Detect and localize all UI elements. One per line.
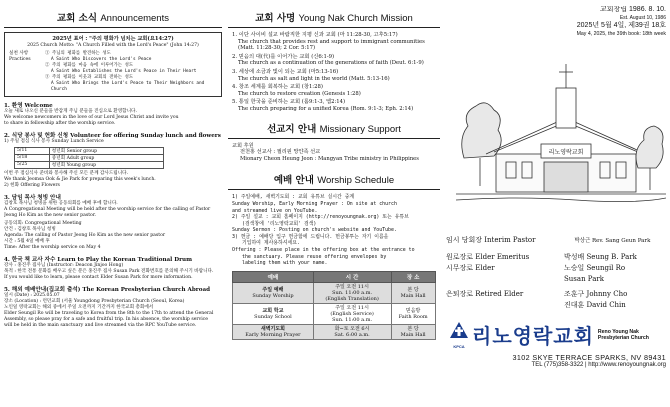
mission-list xyxy=(228,32,440,113)
welcome-heading: 1. 환영 Welcome xyxy=(4,102,53,109)
staff-name: 박성배 Seung B. Park xyxy=(564,252,637,261)
lunch-group: 청년회 Senior group xyxy=(49,147,163,154)
mission-en: The church as salt and light in the world (Matt. 5:13-16) xyxy=(238,75,390,82)
cover-column xyxy=(446,6,666,403)
cover-footer xyxy=(446,320,666,400)
service-time-kr: 화~토 오전 6시 xyxy=(334,325,370,332)
schedule-note: 1) 주일예배, 새벽기도회 : 교회 유튜브 실시간 중계 xyxy=(232,194,355,201)
flower-offering: 2) 헌화 Offering Flowers xyxy=(4,182,60,188)
practices-label: Practices xyxy=(9,56,31,62)
mission-en: The church that provides rest and support to immigrant communities (Matt. 11:28-30; 2 Cor. 5:17) xyxy=(238,38,425,52)
kpca-logo xyxy=(446,320,472,349)
mission-column xyxy=(228,6,440,403)
announcements-title xyxy=(4,6,222,28)
mission-title xyxy=(228,6,440,28)
abroad-location: 장소 (Location) : 런던교회 (서울 Youngdong Presbyterian Church (Seoul, Korea) xyxy=(4,298,185,304)
drum-heading: 4. 한국 책 교사 자수 Learn to Play the Korean Traditional Drum xyxy=(4,256,193,263)
table-row xyxy=(233,282,436,303)
schedule-note: (검색창에 '리노영락교회' 검색) xyxy=(242,220,317,227)
staff-row xyxy=(446,234,666,245)
church-address: 3102 SKYE TERRACE SPARKS, NV 89431 xyxy=(512,353,666,362)
church-building-illustration xyxy=(456,58,666,208)
schedule-note: the sanctuary. Please reuse offering envelopes by xyxy=(242,253,387,260)
table-row xyxy=(233,303,436,324)
staff-name: 박상근 Rev. Sang Geun Park xyxy=(574,237,651,244)
service-time-en: Sat. 6:00 a.m. xyxy=(334,331,370,338)
service-name-kr: 주일 예배 xyxy=(262,286,284,293)
staff-role: 원로장로 Elder Emeritus xyxy=(446,252,530,261)
mission-en: The church to restore creation (Genesis 1:28) xyxy=(238,90,361,97)
schedule-title xyxy=(228,168,440,190)
staff-name: 노승일 Seungil Ro xyxy=(564,263,626,272)
mission-kr: 1. 이단 사이비 설교 바람직한 지평 신과 교회 (마 11:28-30, 고후5:17) xyxy=(232,32,398,38)
service-place-en: Faith Room xyxy=(398,313,428,320)
church-name-en-line: Reno Young Nak xyxy=(597,328,639,335)
lunch-date: 5/25 xyxy=(15,161,50,168)
service-place-en: Main Hall xyxy=(400,331,426,338)
staff-row xyxy=(446,299,666,310)
schedule-note: 3) 헌금 : 예배당 입구 헌금함에 드립니다. 헌금봉투는 자기 이름을 xyxy=(232,233,389,240)
meeting-time-en: Time: After the worship service on May 4 xyxy=(4,244,101,250)
lunch-date: 5/18 xyxy=(15,154,50,161)
pastor-call-en: A Congregational Meeting will be held after the worship service for the calling of Pastor xyxy=(4,206,211,212)
abroad-text: will be held in the main sanctuary and live streamed via the RPC YouTube service. xyxy=(4,322,197,328)
meeting-label: 공동의회: Congregational Meeting xyxy=(4,220,82,226)
lunch-date: 5/11 xyxy=(15,147,50,154)
abroad-heading: 5. 해외 예배안내(집교회 출석) The Korean Presbyterian Church Abroad xyxy=(4,286,211,293)
practice-item: ① 주님의 평화를 발견하는 성도 xyxy=(45,50,111,56)
church-name-en-line: Presbyterian Church xyxy=(597,334,649,341)
practice-label: 실천 사항 xyxy=(9,50,29,56)
staff-row xyxy=(446,288,666,299)
column-header: 예배 xyxy=(233,271,313,282)
lunch-subheading: 1) 주일 점심 식사 봉사 Sunday Lunch Service xyxy=(4,138,104,144)
lunch-group: 청년회 Young group xyxy=(49,161,163,168)
mission-title-kr: 교회 사명 xyxy=(255,13,296,24)
staff-role: 은퇴장로 Retired Elder xyxy=(446,289,524,298)
staff-name: Susan Park xyxy=(564,274,604,283)
table-header-row xyxy=(233,271,436,282)
schedule-note: and streamed live on YouTube. xyxy=(232,207,318,214)
schedule-note: labeling them with your name. xyxy=(242,260,328,267)
staff-row xyxy=(446,262,666,273)
practice-item: ③ 주의 평화를 이웃과 교회의 전하는 성도 xyxy=(45,74,134,80)
church-contact: TEL (775)358-3322 | http://www.renoyoungnak.org xyxy=(531,362,666,368)
service-time-note: (English Translation) xyxy=(325,295,379,302)
bulletin-date-en: May 4, 2025, the 39th book: 18th week xyxy=(576,31,666,37)
pastor-call-heading: 3. 담임 목사 청빙 안내 xyxy=(4,194,61,201)
staff-name: 진대훈 David Chin xyxy=(564,300,626,309)
practice-item: ② 주의 평화를 마음 속에 이루어가는 성도 xyxy=(45,62,134,68)
schedule-note: 2) 주일 설교 : 교회 홈페이지 (http://renoyoungnak.org) 또는 유튜브 xyxy=(232,214,409,221)
missionary-en: Mionary Cheon Heung Jeon : Mangyan Tribe ministry in Philippines xyxy=(240,155,419,162)
church-name-kr: 리노영락교회 xyxy=(472,324,594,348)
mission-en: The church preparing for a unified Korea (Rom. 9:1-3; Eph. 2:14) xyxy=(238,105,414,112)
practice-item: A Saint Who Brings the Lord's Peace to Their Neighbors and Church xyxy=(51,80,205,92)
welcome-kr: 오늘 새로 나오신 분들을 반갑게 주님 분들을 진심으로 환영합니다. xyxy=(4,108,137,114)
staff-role: 임시 당회장 Interim Pastor xyxy=(446,235,536,244)
schedule-title-en: Worship Schedule xyxy=(317,175,395,187)
abroad-date: 일시 (Date) : 2025.05.07 xyxy=(4,292,60,298)
column-header: 시 간 xyxy=(313,271,391,282)
schedule-title-kr: 예배 안내 xyxy=(273,175,314,187)
founded-en: Est. August 10, 1986 xyxy=(619,15,666,21)
meeting-time-kr: 시간 : 5월 4일 예배 후 xyxy=(4,238,50,244)
service-place-en: Main Hall xyxy=(400,292,426,299)
missionary-block xyxy=(228,143,440,163)
service-time-en: Sun. 11:00 a.m. xyxy=(332,316,373,323)
schedule-note: Sunday Worship, Early Morning Prayer : On site at church xyxy=(232,200,397,207)
kpca-label: KPCA xyxy=(453,344,465,349)
service-time-note: (English Service) xyxy=(330,310,374,317)
founded-kr: 교회창립 1986. 8. 10. xyxy=(600,6,666,13)
welcome-en: to share in fellowship after the worship service. xyxy=(4,120,116,126)
service-place-kr: 본 당 xyxy=(407,325,419,332)
abroad-text: Assembly, so please pray for a safe and fruitful trip. In his absence, the worship service xyxy=(4,316,208,322)
bulletin-date-kr: 2025년 5월 4일, 제39권 18호 xyxy=(576,22,666,29)
meeting-agenda-kr: 안건 : 김창호 목사님 청빙 xyxy=(4,226,56,232)
service-name-kr: 새벽기도회 xyxy=(260,325,286,332)
mission-kr: 3. 세상에 소금과 빛이 되는 교회 (마5:13-16) xyxy=(232,68,339,75)
motto-en: 2025 Church Motto: "A Church Filled with the Lord's Peace" (John 14:27) xyxy=(27,42,199,48)
mission-kr: 2. 믿음의 대(代)를 이어가는 교회 (신6:1-9) xyxy=(232,53,335,60)
schedule-table xyxy=(232,271,436,340)
missionary-title-en: Missionary Support xyxy=(319,123,401,135)
mission-title-en: Young Nak Church Mission xyxy=(298,13,413,24)
service-time-kr: 주일 오전 11시 xyxy=(335,283,369,290)
table-row xyxy=(15,154,164,161)
table-row xyxy=(233,324,436,339)
mission-kr: 5. 통일 한국을 준비하는 교회 (롬9:1-3, 엡2:14) xyxy=(232,99,346,106)
staff-list xyxy=(446,234,666,310)
practice-item: A Saint Who Establishes the Lord's Peace in Their Heart xyxy=(51,68,197,74)
missionary-kr: 전천홍 선교사 : 필리핀 망얀족 선교 xyxy=(240,149,321,156)
service-name-kr: 교회 학교 xyxy=(262,307,284,314)
abroad-text: Elder Seungil Ro will be traveling to Korea from the 8th to the 17th to attend the General xyxy=(4,310,214,316)
missionary-title xyxy=(228,117,440,139)
mission-kr: 4. 창조 세계를 회복하는 교회 (창1:28) xyxy=(232,84,323,91)
thanks-kr: 이번 주 점심식사 준비와 봉사해 주신 모든 분께 감사드립니다. xyxy=(4,170,129,176)
service-name-en: Early Morning Prayer xyxy=(245,331,301,338)
schedule-note: Sunday Sermon : Posting on church's website and YouTube. xyxy=(232,227,397,234)
practice-item: A Saint Who Discovers the Lord's Peace xyxy=(51,56,152,62)
thanks-en: We thank Jeomsa Ook & Jie Park for preparing this week's lunch. xyxy=(4,176,156,182)
motto-kr: 2025년 표어 : "주의 평화가 넘치는 교회(요14:27) xyxy=(52,36,174,42)
service-place-kr: 믿음방 xyxy=(405,307,421,314)
column-header: 장 소 xyxy=(391,271,435,282)
table-row xyxy=(15,161,164,168)
missionary-title-kr: 선교지 안내 xyxy=(267,123,317,135)
missionary-support-label: 교회 후원 xyxy=(232,142,254,149)
cover-header xyxy=(446,6,666,38)
service-place-kr: 본 당 xyxy=(407,286,419,293)
lunch-heading: 2. 식당 봉사 및 헌화 신청 Volunteer for offering Sunday lunch and flowers xyxy=(4,132,221,139)
list-item xyxy=(232,84,436,97)
service-time-en: Sun. 11:00 a.m. xyxy=(332,289,373,296)
church-logo-area xyxy=(446,320,666,349)
abroad-text: 노인일 영락교회는 해외 중에서 주일 오전까지 기간까지 한국교회 총회에서 xyxy=(4,304,154,310)
list-item xyxy=(232,54,436,67)
schedule-note: 기입하여 제사용하셔세요. xyxy=(242,240,300,247)
drum-info-en: If you would like to learn, please contact Elder Susan Park for more information. xyxy=(4,274,193,280)
drum-instructor: 강사 : 홍진주 집사님 (Instructor: Deacon Jinjoo Hong) xyxy=(4,262,124,268)
church-sign-text: 리노영락교회 xyxy=(548,149,584,156)
list-item xyxy=(232,99,436,112)
church-name-en xyxy=(598,329,649,341)
pastor-call-kr: 김창호 목사님 청빙을 위한 공동의회를 예배 후에 합니다. xyxy=(4,200,118,206)
schedule-notes xyxy=(228,194,440,267)
service-name-en: Sunday Worship xyxy=(252,292,294,299)
announcements-title-en: Announcements xyxy=(100,13,169,24)
lunch-table xyxy=(14,147,164,169)
announcements-title-kr: 교회 소식 xyxy=(57,13,98,24)
staff-name: 조훈구 Johnny Cho xyxy=(564,289,628,298)
schedule-note: Offering : Please place in the offering box at the entrance to xyxy=(232,247,415,254)
announcements-column xyxy=(4,6,222,403)
table-row xyxy=(15,147,164,154)
meeting-agenda-en: Agenda: The calling of Pastor Jeong Ho Kim as the new senior pastor xyxy=(4,232,166,238)
motto-box xyxy=(4,32,222,97)
staff-row xyxy=(446,273,666,284)
staff-role: 시무장로 Elder xyxy=(446,263,495,272)
service-time-kr: 주일 오전 11시 xyxy=(335,304,369,311)
welcome-en: We welcome newcomers in the love of our Lord Jesus Christ and invite you xyxy=(4,114,179,120)
list-item xyxy=(232,32,436,52)
pastor-call-en: Jeong Ho Kim as the new senior pastor. xyxy=(4,212,96,218)
drum-info-kr: 목적 : 한국 전통 문화를 배우고 싶은 분은 홍진주 집사 Susan Park 전화번호를 문의해 주시기 바랍니다. xyxy=(4,268,214,274)
mission-en: The church as a continuation of the generations of faith (Deut. 6:1-9) xyxy=(238,60,424,67)
list-item xyxy=(232,69,436,82)
service-name-en: Sunday School xyxy=(254,313,292,320)
practices-block xyxy=(9,51,217,93)
kpca-emblem-icon xyxy=(448,320,470,340)
staff-row xyxy=(446,251,666,262)
lunch-group: 중년회 Adult group xyxy=(49,154,163,161)
